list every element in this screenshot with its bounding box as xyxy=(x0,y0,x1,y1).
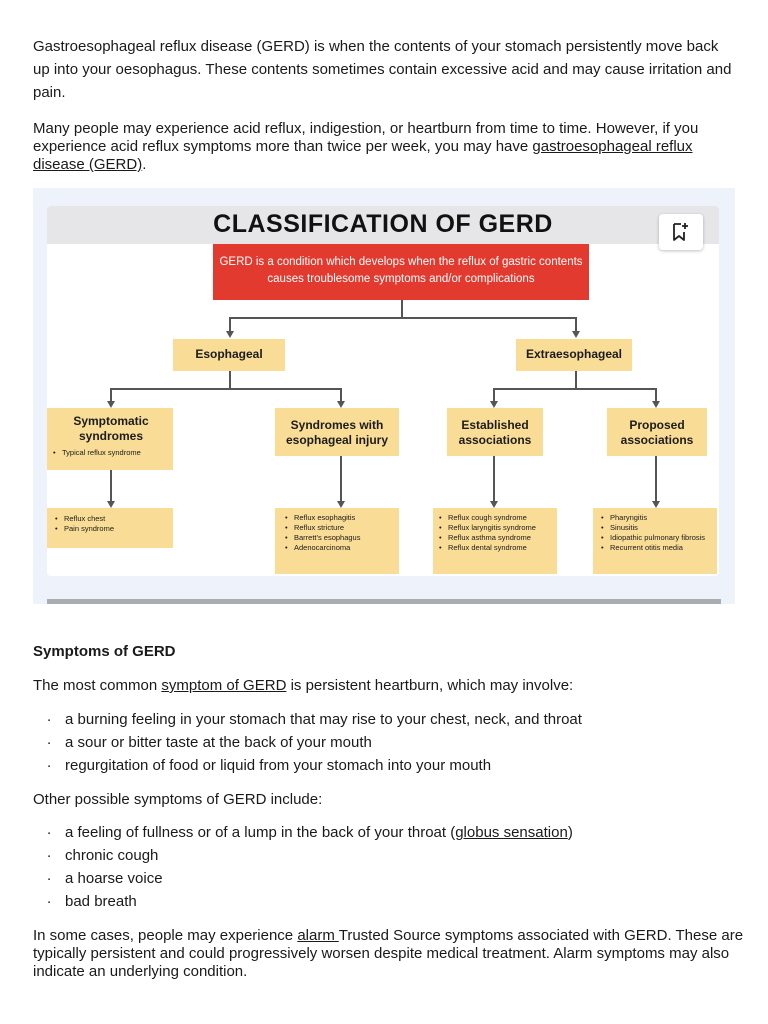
connector xyxy=(493,456,495,502)
list-item: . a burning feeling in your stomach that may rise to your chest, neck, and throat xyxy=(47,708,582,731)
list-item: • Sinusitis xyxy=(601,523,715,533)
list-item: . chronic cough xyxy=(47,844,573,867)
list-item: • Reflux asthma syndrome xyxy=(439,533,555,543)
list-item: • Pharyngitis xyxy=(601,513,715,523)
symptoms-intro-end: is persistent heartburn, which may involve: xyxy=(286,677,574,694)
connector xyxy=(229,317,577,319)
intro-paragraph-2 xyxy=(33,120,738,174)
established-items-box xyxy=(433,508,557,574)
common-symptoms-list xyxy=(47,708,582,777)
list-item: • Adenocarcinoma xyxy=(285,543,395,553)
proposed-items xyxy=(601,513,715,553)
extraesophageal-box: Extraesophageal xyxy=(516,339,632,371)
globus-text-end: ) xyxy=(567,824,573,841)
connector xyxy=(110,470,112,502)
established-associations-box: Established associations xyxy=(447,408,543,456)
symptomatic-items-box xyxy=(47,508,173,548)
gerd-link[interactable]: gastroesophageal reflux disease (GERD) xyxy=(33,138,693,173)
arrow-down-icon xyxy=(107,501,115,508)
list-item: • Pain syndrome xyxy=(55,524,169,534)
proposed-associations-box: Proposed associations xyxy=(607,408,707,456)
arrow-down-icon xyxy=(490,501,498,508)
globus-text: a feeling of fullness or of a lump in the back of your throat ( xyxy=(65,824,456,841)
list-item: • Idiopathic pulmonary fibrosis xyxy=(601,533,715,543)
list-item: • Reflux dental syndrome xyxy=(439,543,555,553)
alarm-paragraph xyxy=(33,927,745,981)
arrow-down-icon xyxy=(226,331,234,338)
definition-box: GERD is a condition which develops when the reflux of gastric contents causes troublesome symptoms and/or complications xyxy=(213,244,589,300)
list-item: • Reflux stricture xyxy=(285,523,395,533)
connector xyxy=(655,456,657,502)
symptomatic-items xyxy=(55,514,169,534)
symptoms-intro xyxy=(33,677,573,695)
connector xyxy=(493,388,495,402)
connector xyxy=(110,388,342,390)
diagram-card xyxy=(47,206,719,576)
alarm-text-end: Trusted Source symptoms associated with GERD. These are typically persistent and could progressively worsen despite medical treatment. Alarm symptoms may also indicate an underlying condition. xyxy=(33,927,744,980)
connector xyxy=(229,371,231,389)
bookmark-plus-icon xyxy=(659,214,703,250)
arrow-down-icon xyxy=(652,401,660,408)
list-item: • Reflux chest xyxy=(55,514,169,524)
list-item: . a sour or bitter taste at the back of your mouth xyxy=(47,731,582,754)
globus-sensation-link[interactable]: globus sensation xyxy=(455,824,568,841)
classification-figure xyxy=(33,188,735,604)
list-item: . a hoarse voice xyxy=(47,867,573,890)
established-items xyxy=(439,513,555,553)
symptoms-intro-text: The most common xyxy=(33,677,162,694)
connector xyxy=(340,388,342,402)
connector xyxy=(110,388,112,402)
arrow-down-icon xyxy=(107,401,115,408)
esophageal-box: Esophageal xyxy=(173,339,285,371)
symptomatic-title: Symptomatic syndromes xyxy=(73,414,149,443)
list-item: • Reflux laryngitis syndrome xyxy=(439,523,555,533)
figure-scroll-bar[interactable] xyxy=(47,599,721,604)
intro-paragraph-1: Gastroesophageal reflux disease (GERD) is when the contents of your stomach persistently move back up into your oesophagus. These contents sometimes contain excessive acid and may cause irritation and pain. xyxy=(33,38,732,101)
injury-items-box xyxy=(275,508,399,574)
list-item: . bad breath xyxy=(47,890,573,913)
other-symptoms-intro: Other possible symptoms of GERD include: xyxy=(33,791,323,808)
other-symptoms-list xyxy=(47,821,573,913)
connector xyxy=(229,317,231,332)
connector xyxy=(340,456,342,502)
injury-items xyxy=(285,513,395,553)
arrow-down-icon xyxy=(652,501,660,508)
list-item xyxy=(47,821,573,844)
symptomatic-sub-list xyxy=(53,448,169,458)
arrow-down-icon xyxy=(490,401,498,408)
connector xyxy=(575,317,577,332)
list-item: . regurgitation of food or liquid from your stomach into your mouth xyxy=(47,754,582,777)
symptomatic-syndromes-box xyxy=(47,408,173,470)
list-item: • Typical reflux syndrome xyxy=(53,448,169,458)
diagram-title: CLASSIFICATION OF GERD xyxy=(213,210,553,238)
symptom-of-gerd-link[interactable]: symptom of GERD xyxy=(161,677,287,694)
list-item: • Recurrent otitis media xyxy=(601,543,715,553)
alarm-link[interactable]: alarm xyxy=(297,927,339,944)
arrow-down-icon xyxy=(337,501,345,508)
symptoms-heading: Symptoms of GERD xyxy=(33,643,176,660)
list-item: • Reflux esophagitis xyxy=(285,513,395,523)
arrow-down-icon xyxy=(337,401,345,408)
connector xyxy=(401,300,403,318)
connector xyxy=(575,371,577,389)
connector xyxy=(493,388,657,390)
save-image-button[interactable] xyxy=(659,214,703,250)
connector xyxy=(655,388,657,402)
list-item: • Barrett's esophagus xyxy=(285,533,395,543)
proposed-items-box xyxy=(593,508,717,574)
esophageal-injury-box: Syndromes with esophageal injury xyxy=(275,408,399,456)
list-item: • Reflux cough syndrome xyxy=(439,513,555,523)
intro-p2-end: . xyxy=(142,156,147,173)
arrow-down-icon xyxy=(572,331,580,338)
alarm-text: In some cases, people may experience xyxy=(33,927,298,944)
intro-p2-text: Many people may experience acid reflux, indigestion, or heartburn from time to time. However, if you experience acid reflux symptoms more than twice per week, you may have xyxy=(33,120,699,155)
